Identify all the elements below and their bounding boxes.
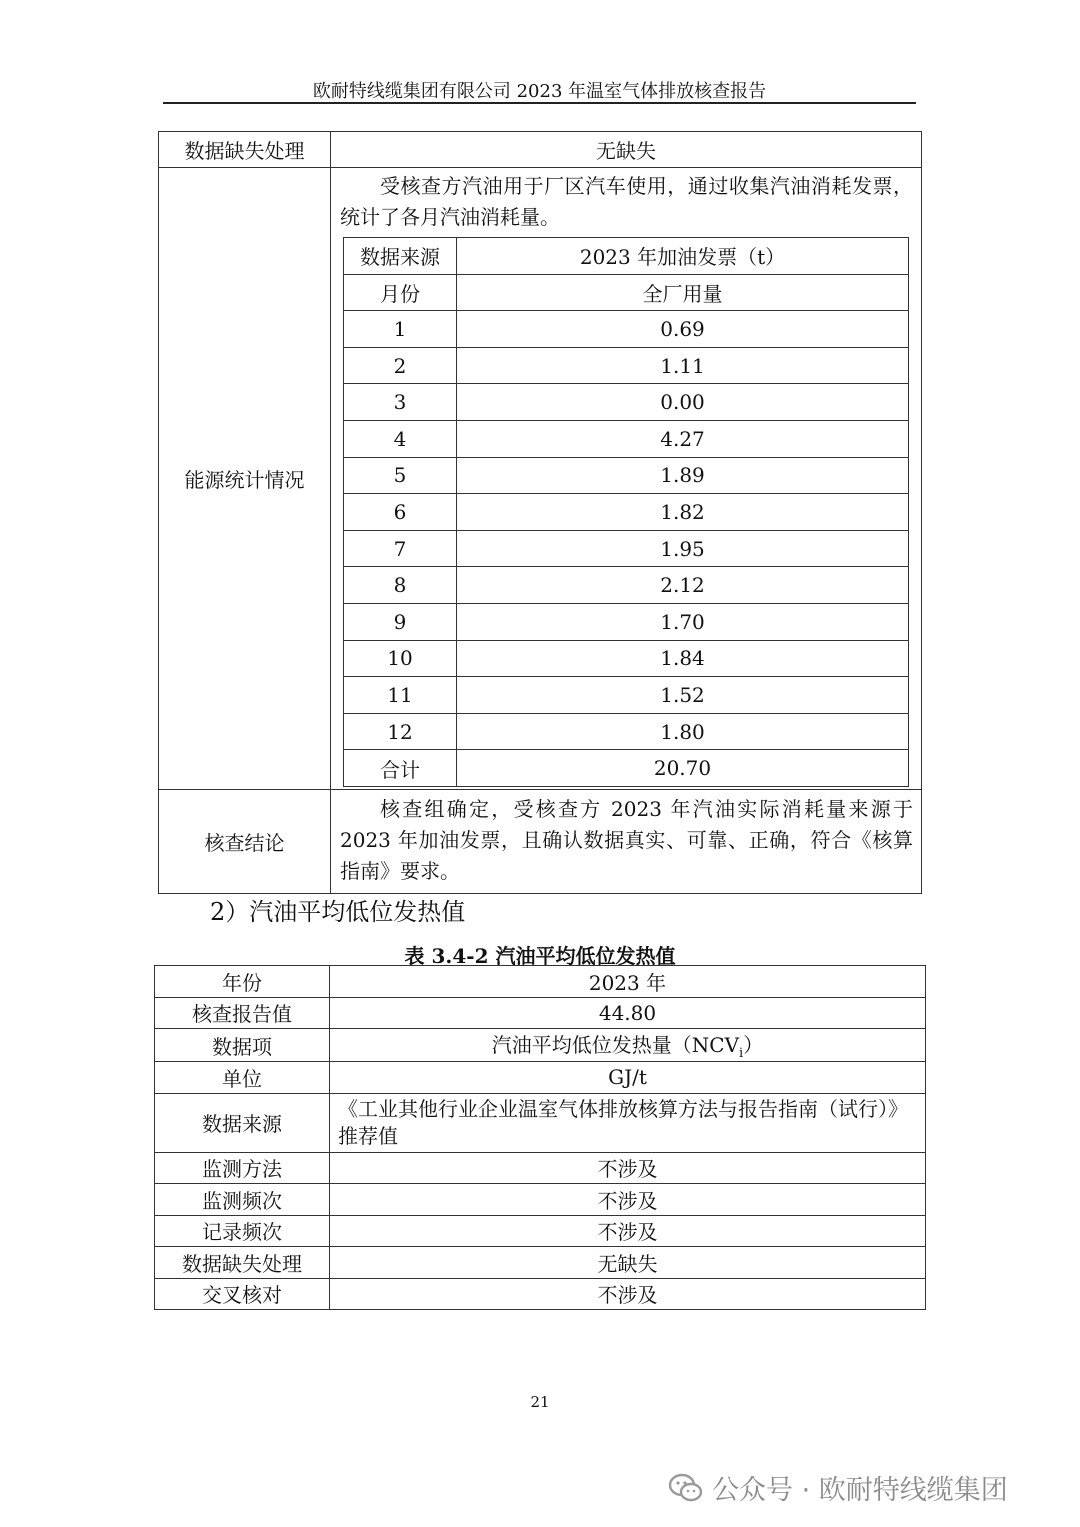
missing-data-label: 数据缺失处理 xyxy=(159,132,331,168)
month-cell: 4 xyxy=(344,420,457,457)
watermark xyxy=(668,1468,1008,1507)
row-value: 无缺失 xyxy=(330,1247,926,1279)
inner-col1-subheader: 月份 xyxy=(344,274,457,311)
month-cell: 3 xyxy=(344,384,457,421)
conclusion-label: 核查结论 xyxy=(159,789,331,893)
row-value: 不涉及 xyxy=(330,1184,926,1216)
inner-col1-header: 数据来源 xyxy=(344,238,457,275)
gasoline-consumption-table xyxy=(158,131,922,894)
consumption-cell: 2.12 xyxy=(457,567,909,604)
table-row xyxy=(155,1093,926,1152)
row-value: 不涉及 xyxy=(330,1278,926,1310)
row-label: 单位 xyxy=(155,1062,330,1094)
table-row xyxy=(344,713,909,750)
row-label: 监测方法 xyxy=(155,1152,330,1184)
month-cell: 7 xyxy=(344,530,457,567)
wechat-icon xyxy=(668,1473,704,1503)
table-row xyxy=(344,347,909,384)
monthly-consumption-table xyxy=(343,237,909,787)
consumption-cell: 1.84 xyxy=(457,640,909,677)
report-header: 欧耐特线缆集团有限公司 2023 年温室气体排放核查报告 xyxy=(312,81,767,102)
month-cell: 5 xyxy=(344,457,457,494)
total-row xyxy=(344,750,909,787)
table-row xyxy=(344,567,909,604)
row-label: 监测频次 xyxy=(155,1184,330,1216)
row-value: 44.80 xyxy=(330,997,926,1029)
missing-data-value: 无缺失 xyxy=(331,132,922,168)
conclusion-cell xyxy=(331,789,922,893)
month-cell: 8 xyxy=(344,567,457,604)
page-number: 21 xyxy=(530,1393,550,1411)
row-label: 数据项 xyxy=(155,1029,330,1062)
section-heading: 2）汽油平均低位发热值 xyxy=(210,898,466,926)
inner-col2-subheader: 全厂用量 xyxy=(457,274,909,311)
table-row xyxy=(344,640,909,677)
conclusion-text: 核查组确定，受核查方 2023 年汽油实际消耗量来源于 2023 年加油发票，且确认数据真实、可靠、正确，符合《核算指南》要求。 xyxy=(340,797,913,884)
table-row xyxy=(344,494,909,531)
table-row xyxy=(344,384,909,421)
table-row xyxy=(344,457,909,494)
row-label: 数据来源 xyxy=(155,1093,330,1152)
month-cell: 10 xyxy=(344,640,457,677)
row-value: GJ/t xyxy=(330,1062,926,1094)
total-value: 20.70 xyxy=(457,750,909,787)
row-value: 2023 年 xyxy=(330,966,926,998)
row-value: 《工业其他行业企业温室气体排放核算方法与报告指南（试行）》推荐值 xyxy=(330,1093,926,1152)
watermark-text: 公众号 · 欧耐特线缆集团 xyxy=(712,1475,1008,1506)
table-row xyxy=(155,997,926,1029)
table-row xyxy=(344,311,909,348)
header-divider xyxy=(163,102,916,104)
row-label: 交叉核对 xyxy=(155,1278,330,1310)
table-row xyxy=(155,1152,926,1184)
month-cell: 2 xyxy=(344,347,457,384)
consumption-cell: 1.11 xyxy=(457,347,909,384)
row-label: 年份 xyxy=(155,966,330,998)
row-value: 汽油平均低位发热量$(NCV_i)$ xyxy=(330,1029,926,1062)
month-cell: 9 xyxy=(344,603,457,640)
heating-value-table xyxy=(154,965,926,1310)
total-label: 合计 xyxy=(344,750,457,787)
month-cell: 6 xyxy=(344,494,457,531)
table-caption: 表 3.4-2 汽油平均低位发热值 xyxy=(404,944,676,968)
consumption-cell: 1.82 xyxy=(457,494,909,531)
table-row xyxy=(155,1278,926,1310)
table-row xyxy=(155,1029,926,1062)
energy-stats-label: 能源统计情况 xyxy=(159,168,331,790)
table-row xyxy=(344,420,909,457)
consumption-cell: 1.89 xyxy=(457,457,909,494)
row-value: 不涉及 xyxy=(330,1215,926,1247)
table-row xyxy=(155,966,926,998)
table-row xyxy=(155,1184,926,1216)
consumption-cell: 0.69 xyxy=(457,311,909,348)
table-row xyxy=(344,530,909,567)
row-label: 核查报告值 xyxy=(155,997,330,1029)
energy-stats-cell xyxy=(331,168,922,790)
month-cell: 12 xyxy=(344,713,457,750)
inner-col2-header: 2023 年加油发票（t） xyxy=(457,238,909,275)
consumption-cell: 1.52 xyxy=(457,677,909,714)
row-label: 记录频次 xyxy=(155,1215,330,1247)
consumption-cell: 4.27 xyxy=(457,420,909,457)
table-row xyxy=(344,603,909,640)
table-row xyxy=(155,1062,926,1094)
energy-stats-description: 受核查方汽油用于厂区汽车使用，通过收集汽油消耗发票，统计了各月汽油消耗量。 xyxy=(340,174,913,229)
table-row xyxy=(344,677,909,714)
row-label: 数据缺失处理 xyxy=(155,1247,330,1279)
consumption-cell: 1.95 xyxy=(457,530,909,567)
consumption-cell: 0.00 xyxy=(457,384,909,421)
month-cell: 1 xyxy=(344,311,457,348)
table-row xyxy=(155,1247,926,1279)
consumption-cell: 1.80 xyxy=(457,713,909,750)
row-value: 不涉及 xyxy=(330,1152,926,1184)
table-row xyxy=(155,1215,926,1247)
consumption-cell: 1.70 xyxy=(457,603,909,640)
month-cell: 11 xyxy=(344,677,457,714)
